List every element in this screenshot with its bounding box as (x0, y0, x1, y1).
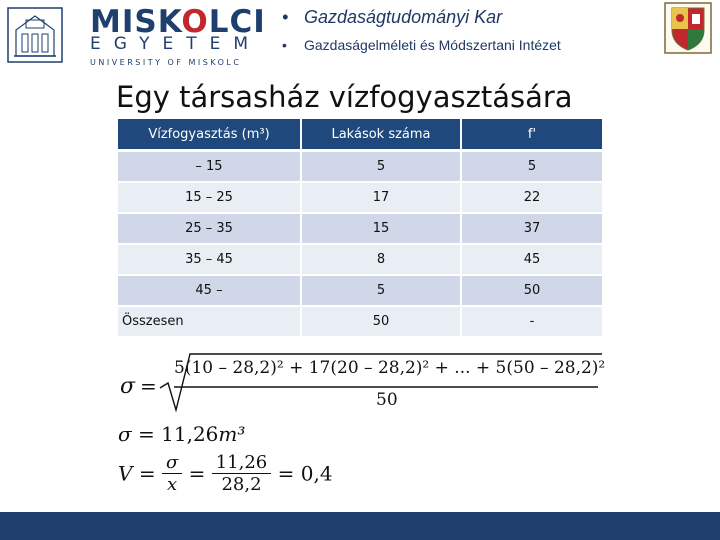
table-cell: 25 – 35 (118, 213, 301, 244)
university-crest-icon (6, 6, 64, 64)
table-cell: 5 (301, 151, 461, 183)
fraction-denominator: x (167, 474, 178, 495)
table-row (118, 151, 602, 183)
fraction-numerator: 11,26 (212, 452, 272, 474)
data-table (118, 119, 602, 338)
equals-sign: = (138, 422, 155, 446)
table-cell: Összesen (118, 306, 301, 337)
table-cell: 17 (301, 182, 461, 213)
variation-coefficient-formula (118, 452, 333, 495)
table-cell: 5 (301, 275, 461, 306)
fraction-denominator: 28,2 (221, 474, 262, 495)
table-cell: - (461, 306, 602, 337)
column-header: f' (461, 119, 602, 151)
table-row (118, 182, 602, 213)
equals-sign: = (138, 461, 156, 486)
table-cell: 15 – 25 (118, 182, 301, 213)
variation-result: 0,4 (300, 461, 333, 486)
table-cell: 5 (461, 151, 602, 183)
formula-numerator: 5(10 – 28,2)² + 17(20 – 28,2)² + ... + 5(50 – 28,2)² (174, 358, 606, 378)
table-row (118, 244, 602, 275)
table-row (118, 306, 602, 337)
table-cell: 45 – (118, 275, 301, 306)
table-cell: 22 (461, 182, 602, 213)
column-header: Vízfogyasztás (m³) (118, 119, 301, 151)
equals-sign: = (277, 461, 295, 486)
slide-title: Egy társasház vízfogyasztására (116, 80, 573, 114)
table-cell: 8 (301, 244, 461, 275)
table-cell: 50 (461, 275, 602, 306)
footer-bar (0, 512, 720, 540)
fraction-numerator: σ (162, 452, 182, 474)
logo-university: UNIVERSITY OF MISKOLC (90, 58, 242, 67)
formula-denominator: 50 (376, 390, 398, 410)
faculty-heading: • Gazdaságtudományi Kar (282, 7, 503, 27)
equals-sign: = (140, 374, 157, 398)
table-cell: 45 (461, 244, 602, 275)
table-cell: 37 (461, 213, 602, 244)
city-coat-of-arms-icon (664, 2, 712, 54)
institute-heading: • Gazdaságelméleti és Módszertani Intézet (282, 37, 561, 53)
table-header-row (118, 119, 602, 151)
table-cell: 15 (301, 213, 461, 244)
table-cell: – 15 (118, 151, 301, 183)
std-dev-result (118, 422, 245, 446)
equals-sign: = (188, 461, 206, 486)
logo-egyetem: EGYETEM (90, 34, 261, 54)
table-cell: 50 (301, 306, 461, 337)
sigma-symbol: σ (120, 374, 136, 399)
table-cell: 35 – 45 (118, 244, 301, 275)
fraction-sigma-over-mean (162, 452, 182, 495)
fraction-values (212, 452, 272, 495)
table-row (118, 213, 602, 244)
sigma-symbol: σ (118, 422, 132, 446)
result-unit: m³ (218, 422, 246, 446)
std-dev-formula (118, 352, 618, 416)
table-row (118, 275, 602, 306)
result-value: 11,26 (161, 422, 219, 446)
fraction-bar (174, 385, 614, 389)
v-symbol: V (118, 461, 133, 486)
column-header: Lakások száma (301, 119, 461, 151)
logo-wordmark: MISKOLCI (90, 4, 266, 40)
